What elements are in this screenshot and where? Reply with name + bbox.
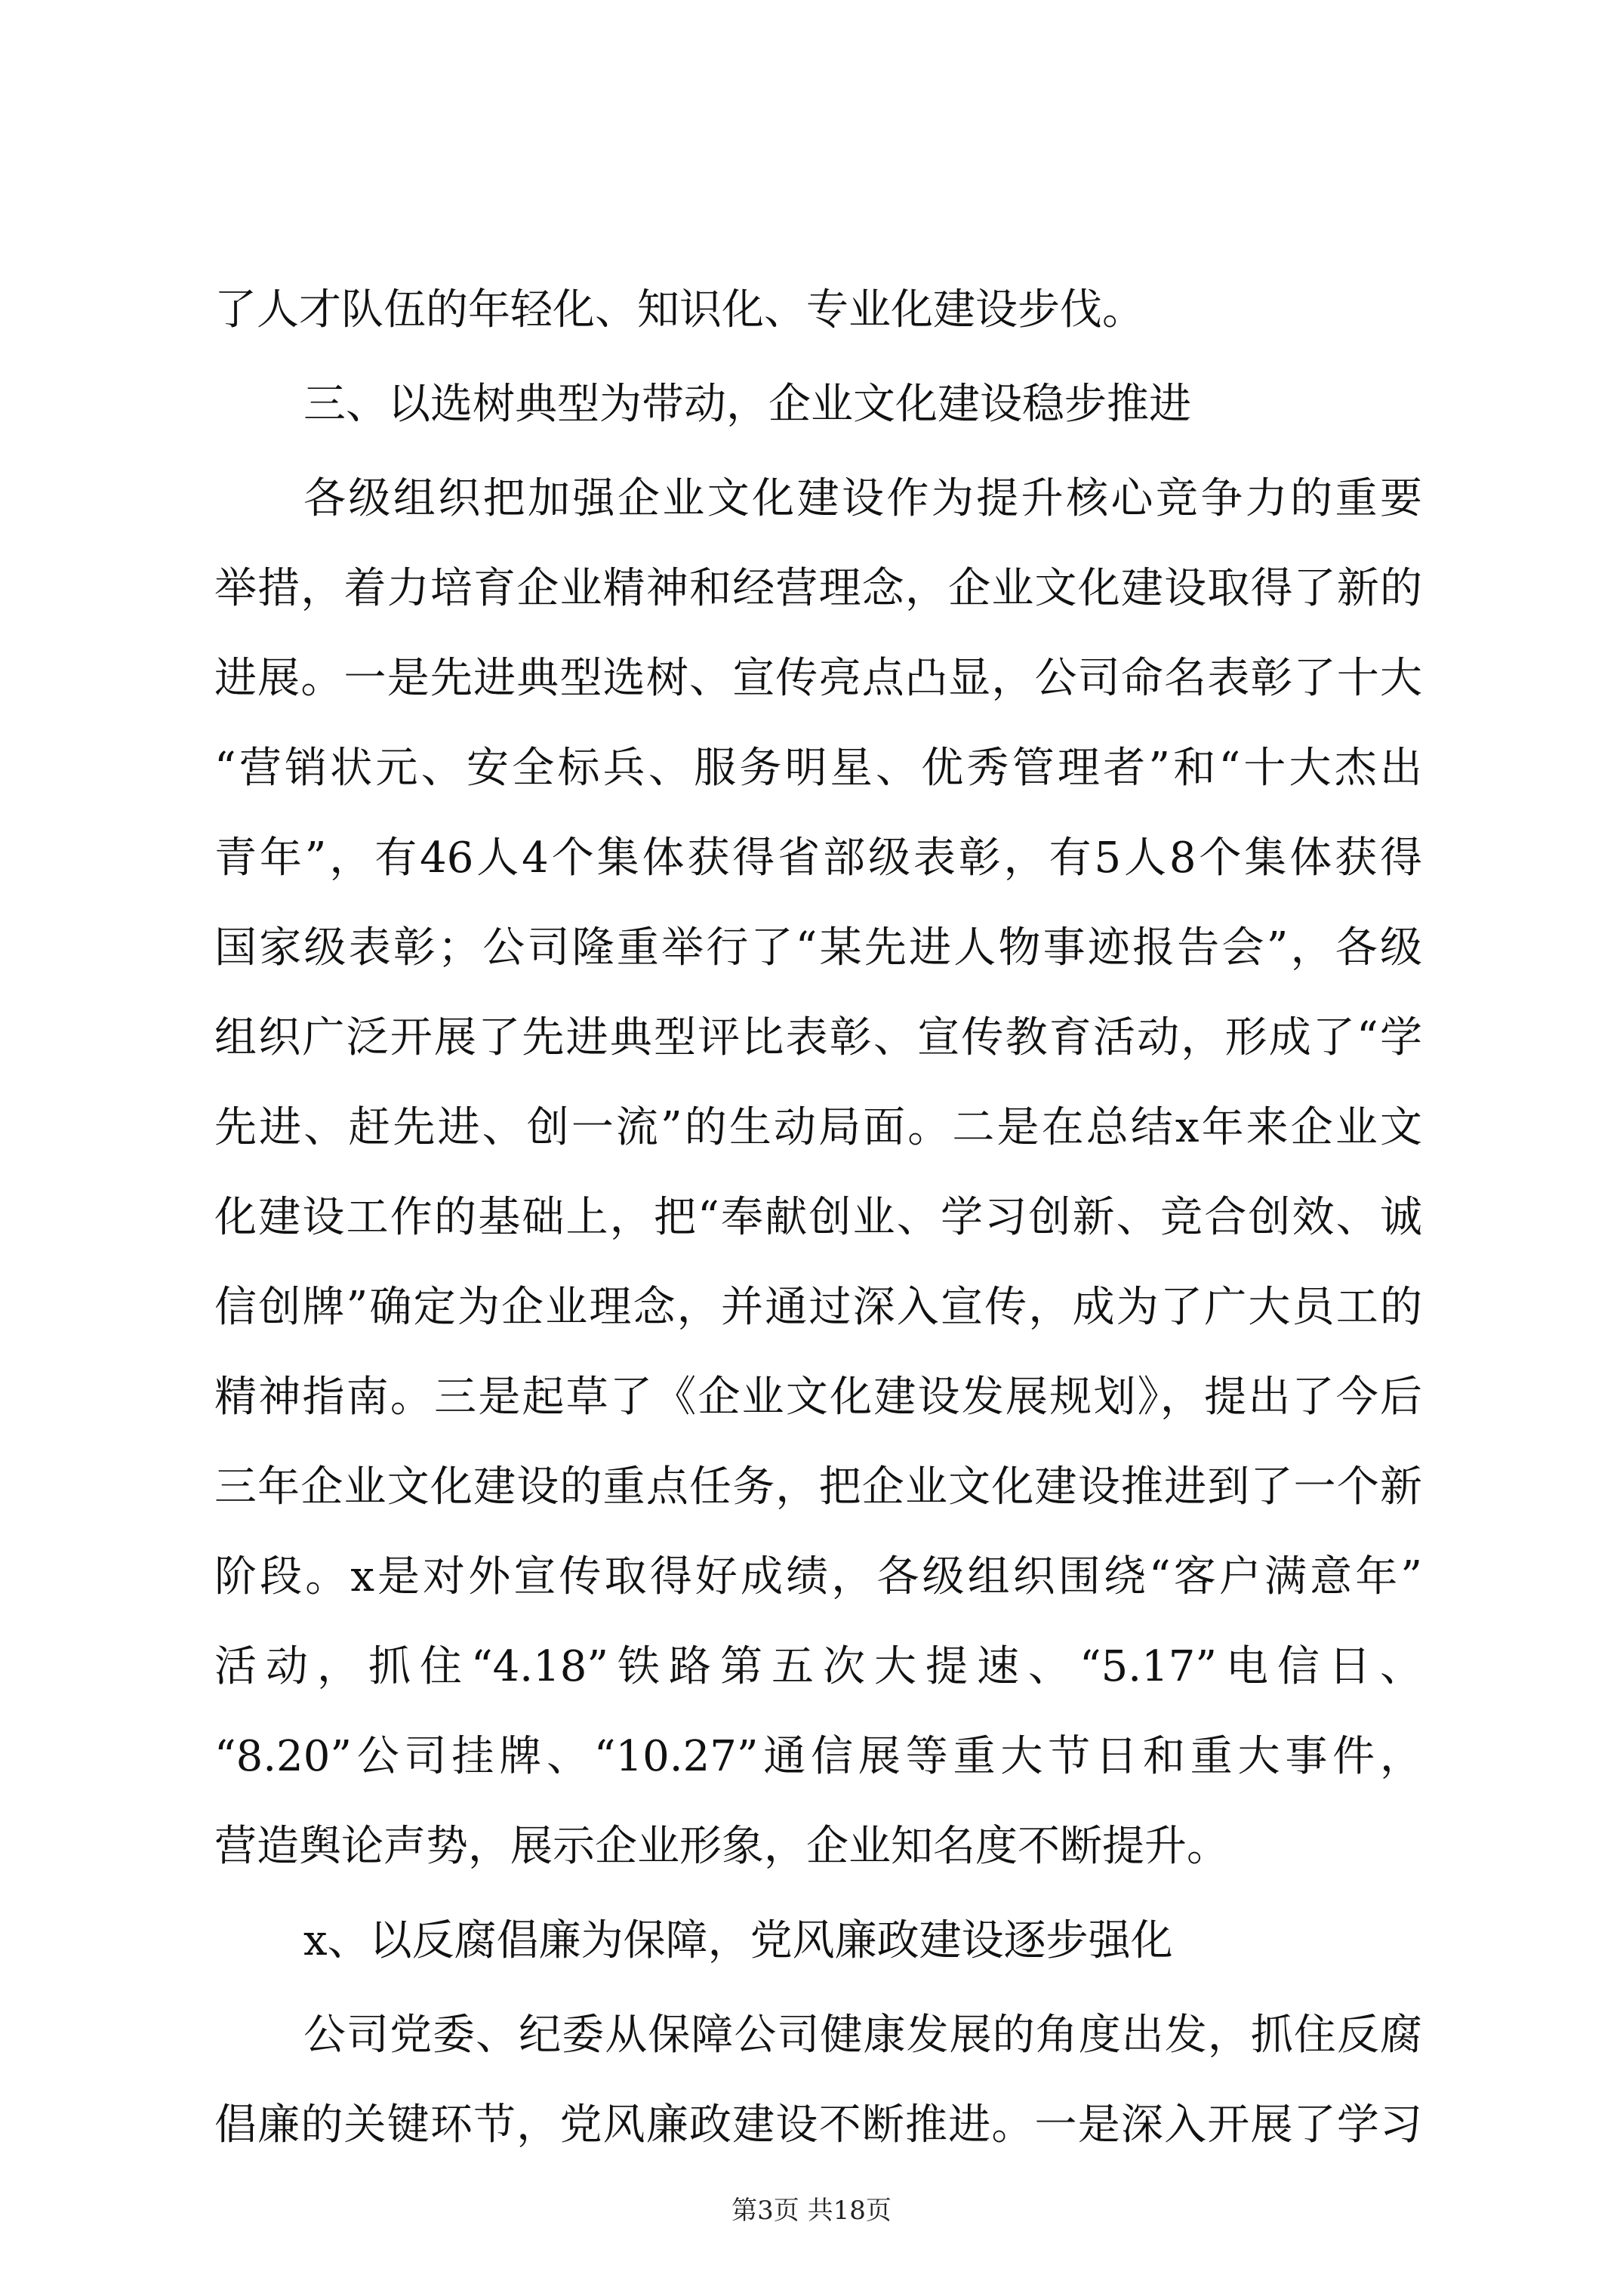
paragraph-line: 营造舆论声势，展示企业形象，企业知名度不断提升。: [214, 1822, 1229, 1871]
section-heading: 三、以选树典型为带动，企业文化建设稳步推进: [303, 380, 1191, 429]
paragraph-line: 青年”，有46人4个集体获得省部级表彰，有5人8个集体获得: [214, 834, 1422, 883]
paragraph-line: “8.20”公司挂牌、“10.27”通信展等重大节日和重大事件，: [214, 1732, 1422, 1781]
paragraph-line: 组织广泛开展了先进典型评比表彰、宣传教育活动，形成了“学: [214, 1013, 1422, 1062]
paragraph-line: 国家级表彰；公司隆重举行了“某先进人物事迹报告会”，各级: [214, 923, 1422, 972]
paragraph-line: 公司党委、纪委从保障公司健康发展的角度出发，抓住反腐: [303, 2011, 1422, 2060]
paragraph-line: 先进、赶先进、创一流”的生动局面。二是在总结x年来企业文: [214, 1103, 1422, 1152]
page-footer: 第3页 共18页: [731, 2196, 892, 2226]
paragraph-line: 活动，抓住“4.18”铁路第五次大提速、“5.17”电信日、: [214, 1642, 1422, 1691]
paragraph-line: 了人才队伍的年轻化、知识化、专业化建设步伐。: [214, 285, 1144, 334]
paragraph-line: 化建设工作的基础上，把“奉献创业、学习创新、竞合创效、诚: [214, 1193, 1422, 1242]
paragraph-line: “营销状元、安全标兵、服务明星、优秀管理者”和“十大杰出: [214, 744, 1422, 793]
paragraph-line: 倡廉的关键环节，党风廉政建设不断推进。一是深入开展了学习: [214, 2100, 1422, 2150]
paragraph-line: 精神指南。三是起草了《企业文化建设发展规划》，提出了今后: [214, 1373, 1422, 1422]
paragraph-line: 三年企业文化建设的重点任务，把企业文化建设推进到了一个新: [214, 1462, 1422, 1512]
paragraph-line: 举措，着力培育企业精神和经营理念，企业文化建设取得了新的: [214, 564, 1422, 613]
paragraph-line: 阶段。x是对外宣传取得好成绩，各级组织围绕“客户满意年”: [214, 1552, 1422, 1601]
section-heading: x、以反腐倡廉为保障，党风廉政建设逐步强化: [303, 1916, 1173, 1965]
paragraph-line: 信创牌”确定为企业理念，并通过深入宣传，成为了广大员工的: [214, 1283, 1422, 1332]
paragraph-line: 各级组织把加强企业文化建设作为提升核心竞争力的重要: [303, 474, 1422, 523]
paragraph-line: 进展。一是先进典型选树、宣传亮点凸显，公司命名表彰了十大: [214, 654, 1422, 703]
